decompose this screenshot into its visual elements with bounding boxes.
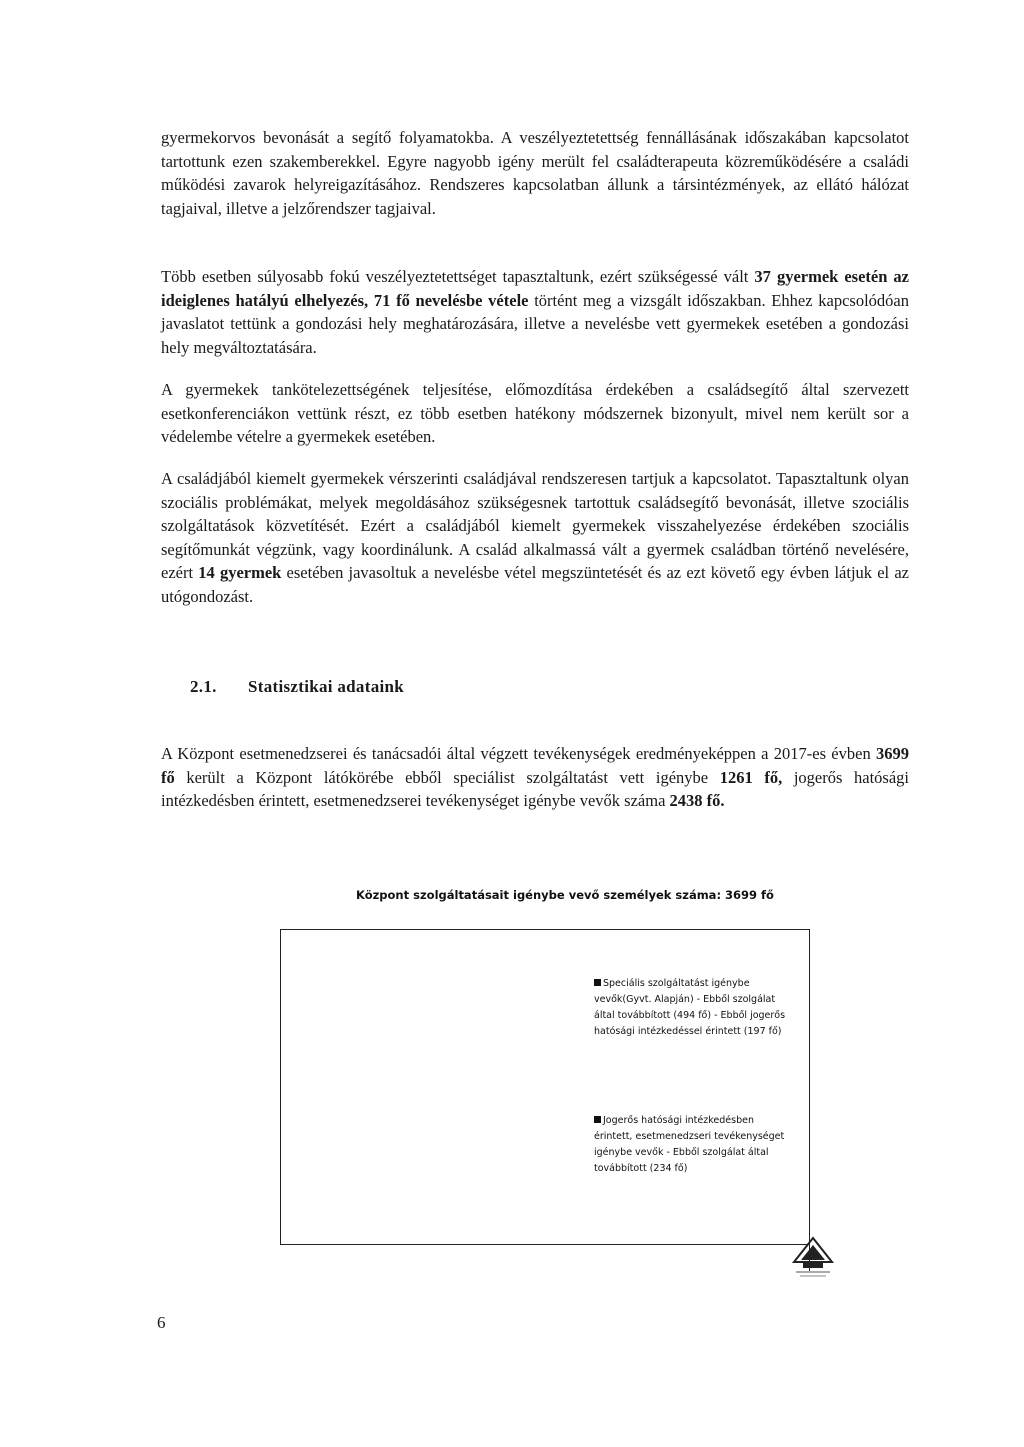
legend-swatch-2	[594, 1116, 601, 1123]
legend-entry-special-services	[594, 976, 794, 1040]
stats-text-e: jogerős hatósági intézkedésben érintett, esetmenedzserei tevékenységet igénybe vevők száma	[161, 767, 910, 810]
page-number: 6	[157, 1313, 166, 1332]
paragraph-schooling: A gyermekek tankötelezettségének teljesítése, előmozdítása érdekében a családsegítő által szervezett esetkonferenciákon vettünk részt, ez több esetben hatékony módszernek bizonyult, mivel nem került sor a védelembe vételre a gyermekek esetében.	[161, 380, 909, 446]
legend-swatch-1	[594, 979, 601, 986]
paragraph-placements	[161, 265, 909, 359]
paragraph-cooperation: gyermekorvos bevonását a segítő folyamatokba. A veszélyeztetettség fennállásának időszakában kapcsolatot tartottunk ezen szakemberekkel. Egyre nagyobb igény merült fel családterapeuta közreműködésére a családi működési zavarok helyreigazításához. Rendszeres kapcsolatban állunk a társintézmények, az ellátó hálózat tagjaival, illetve a jelzőrendszer tagjaival.	[161, 128, 909, 218]
paragraph-family-contact	[161, 467, 909, 608]
stats-text-c: került a Központ látókörébe ebből speciálist szolgáltatást vett igénybe	[174, 767, 720, 787]
paragraph-placements-text-c: történt meg a vizsgált időszakban. Ehhez kapcsolódóan javaslatot tettünk a gondozási hely meghatározására, illetve a nevelésbe vett gyermekek esetében a gondozási hely megváltoztatására.	[161, 290, 909, 357]
section-title: Statisztikai adataink	[248, 677, 405, 696]
stats-special-count: 1261 fő,	[719, 767, 783, 787]
paragraph-placements-text-a: Több esetben súlyosabb fokú veszélyeztetettséget tapasztaltunk, ezért szükségessé vált	[161, 267, 755, 286]
stats-text-a: A Központ esetmenedzserei és tanácsadói által végzett tevékenységek eredményeképpen a 2017-es évben	[161, 744, 876, 763]
stats-total-count: 3699 fő	[161, 744, 909, 787]
paragraph-family-bold: 14 gyermek	[198, 563, 282, 582]
paragraph-family-text-c: esetében javasoltuk a nevelésbe vétel megszüntetését és az ezt követő egy évben látjuk el az utógondozást.	[161, 563, 909, 606]
chart-title: Központ szolgáltatásait igénybe vevő személyek száma: 3699 fő	[356, 888, 774, 902]
legend-entry-legal-measures	[594, 1113, 794, 1177]
paragraph-placements-bold: 37 gyermek esetén az ideiglenes hatályú elhelyezés, 71 fő nevelésbe vétele	[161, 267, 910, 310]
section-heading	[190, 677, 404, 697]
legend-label-1: Speciális szolgáltatást igénybe vevők(Gyvt. Alapján) - Ebből szolgálat által továbbított (494 fő) - Ebből jogerős hatósági intézkedéssel érintett (197 fő)	[594, 978, 786, 1037]
watermark-logo-icon	[788, 1232, 838, 1282]
paragraph-family-text-a: A családjából kiemelt gyermekek vérszerinti családjával rendszeresen tartjuk a kapcsolatot. Tapasztaltunk olyan szociális problémákat, melyek megoldásához szükségesnek tartottuk családsegítő bevonását, illetve szociális szolgáltatások közvetítését. Ezért a családjából kiemelt gyermekek visszahelyezése érdekében szociális segítőmunkát végzünk, vagy koordinálunk. A család alkalmassá vált a gyermek családban történő nevelésére, ezért	[161, 469, 909, 582]
stats-legal-count: 2438 fő.	[669, 791, 725, 810]
section-number: 2.1.	[190, 677, 217, 696]
paragraph-statistics	[161, 742, 909, 813]
legend-label-2: Jogerős hatósági intézkedésben érintett, esetmenedzseri tevékenységet igénybe vevők - Ebből szolgálat által továbbított (234 fő)	[594, 1115, 785, 1174]
